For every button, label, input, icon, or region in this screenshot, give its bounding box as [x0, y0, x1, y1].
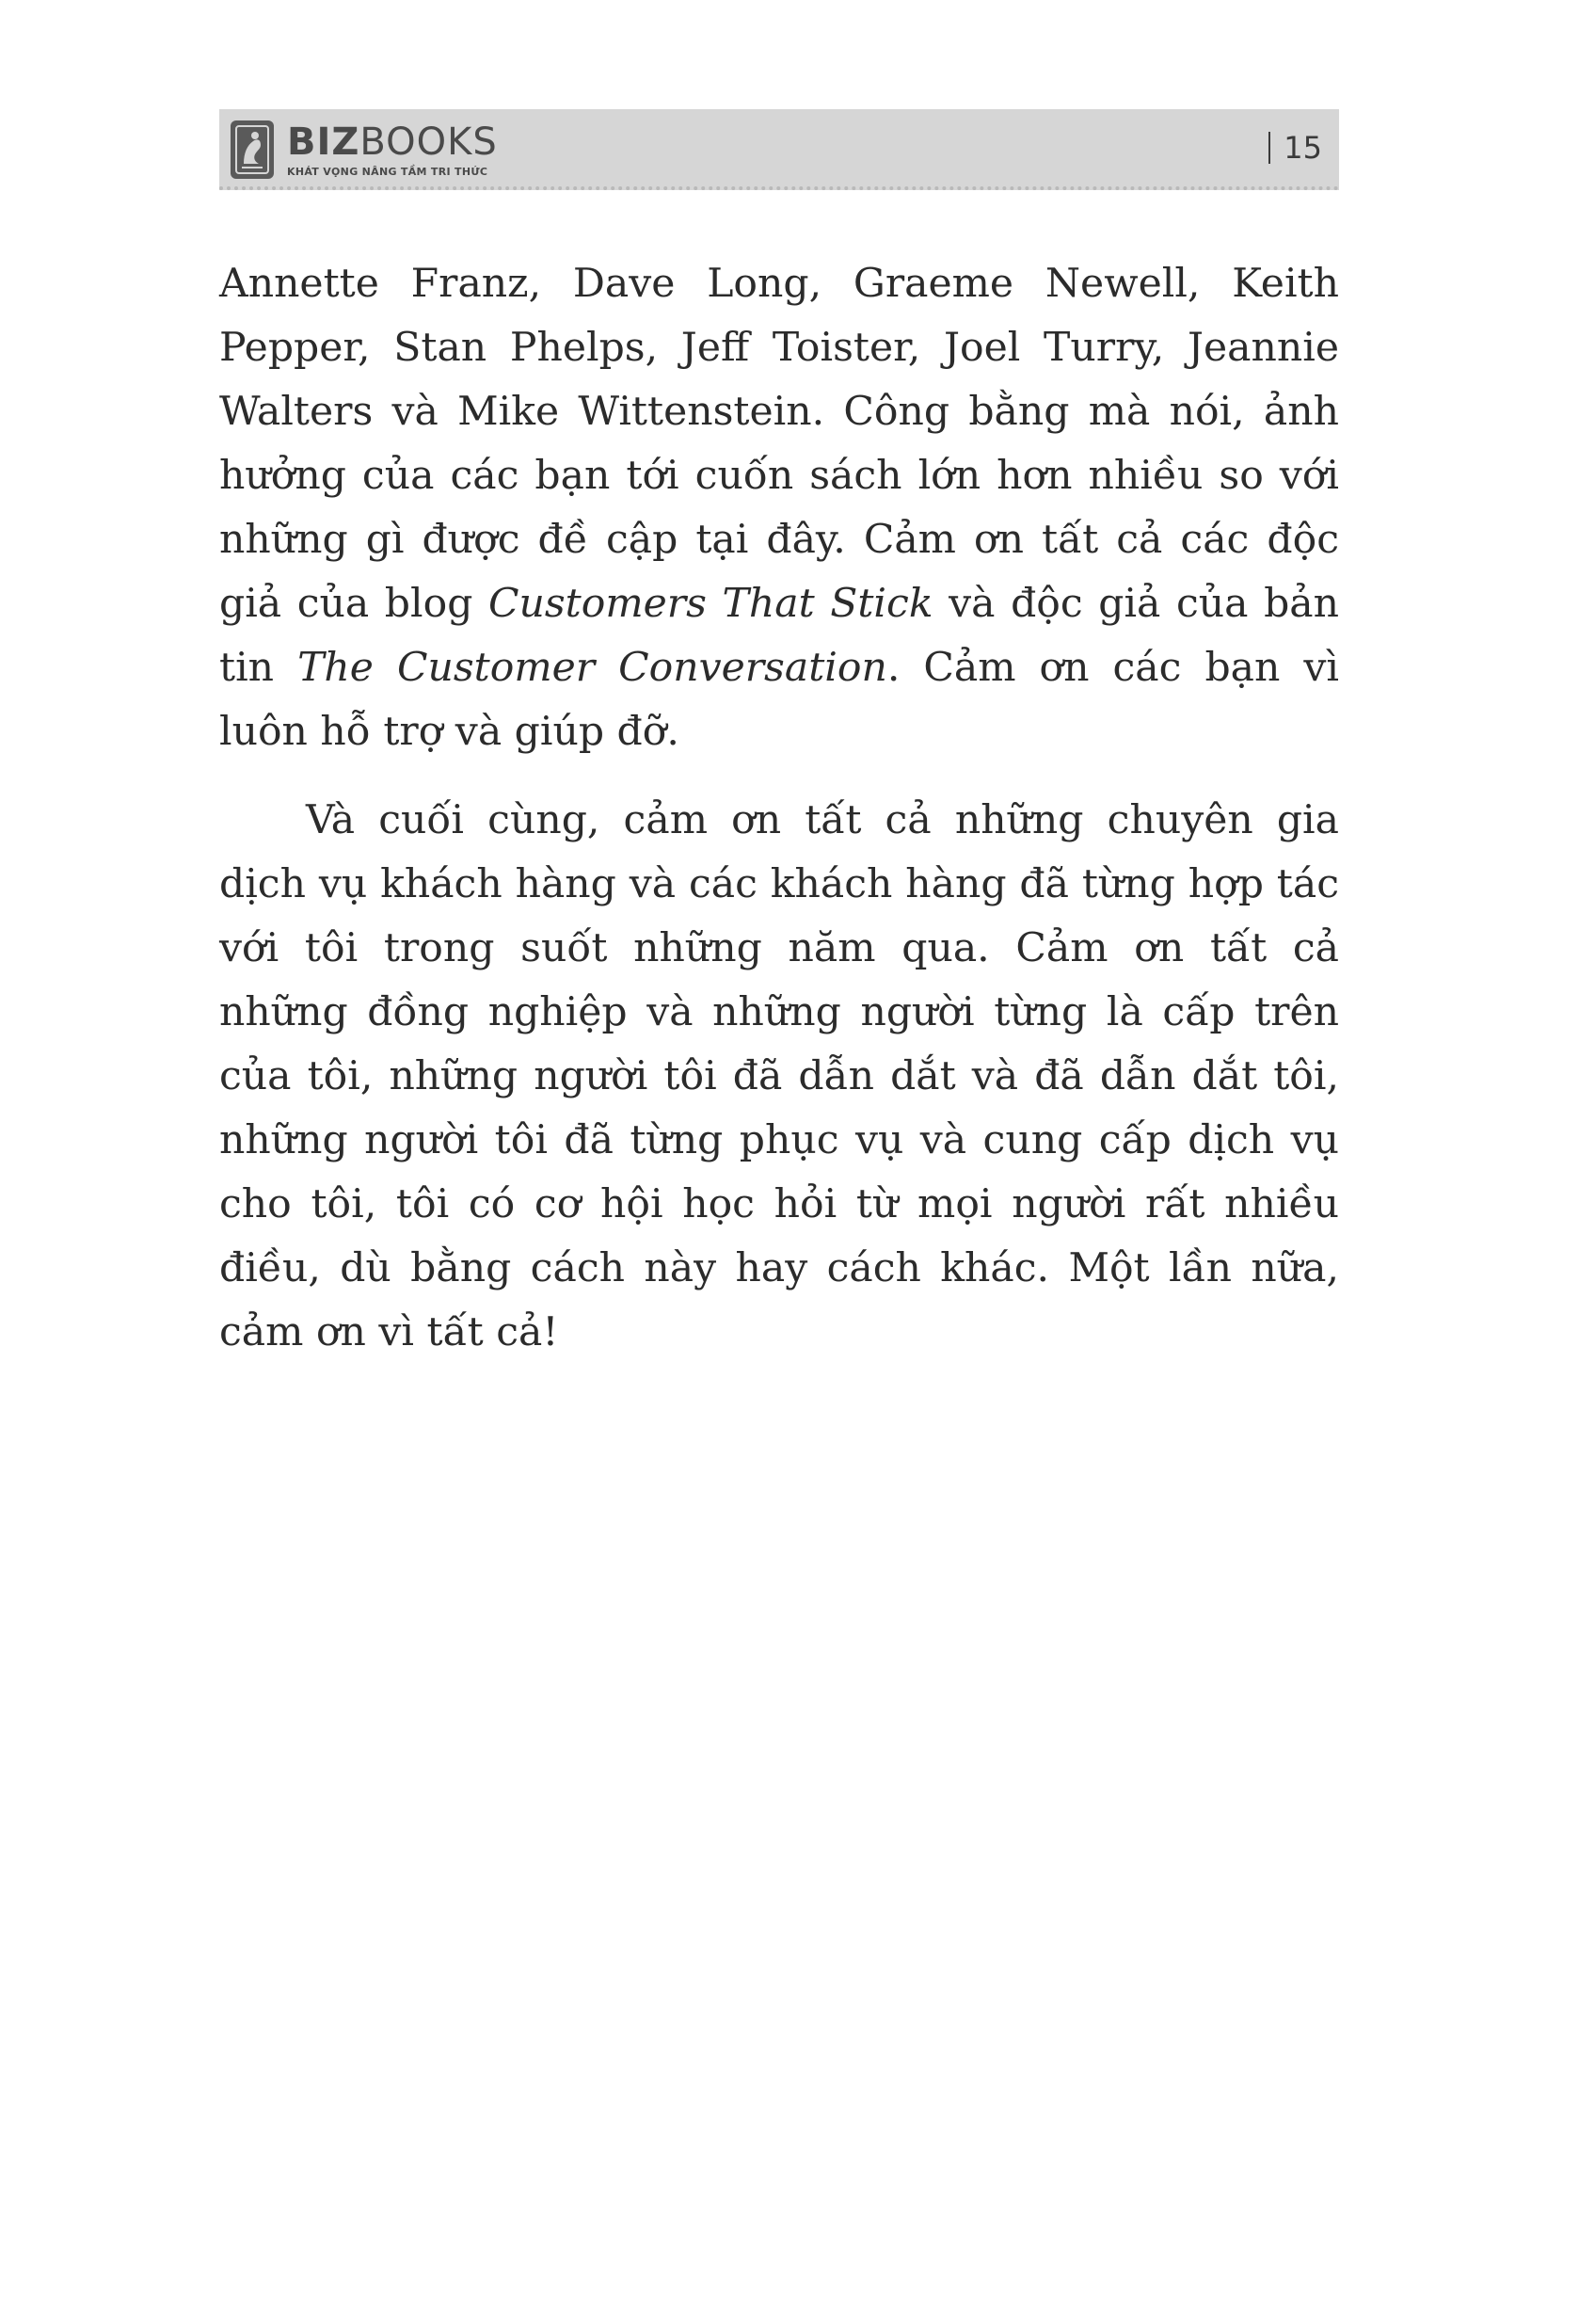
paragraph-acknowledgements-2: Và cuối cùng, cảm ơn tất cả những chuyên gia dịch vụ khách hàng và các khách hàng đã từng hợp tác với tôi trong suốt những năm qua. Cảm ơn tất cả những đồng nghiệp và những người từng là cấp trên của tôi, những người tôi đã dẫn dắt và đã dẫn dắt tôi, những người tôi đã từng phục vụ và cung cấp dịch vụ cho tôi, tôi có cơ hội học hỏi từ mọi người rất nhiều điều, dù bằng cách này hay cách khác. Một lần nữa, cảm ơn vì tất cả!	[219, 797, 1339, 1355]
logo-brand-books: BOOKS	[359, 120, 498, 164]
blog-title: Customers That Stick	[487, 581, 933, 627]
logo-emblem-icon	[231, 120, 274, 179]
logo-tagline: KHÁT VỌNG NÂNG TẦM TRI THỨC	[287, 165, 488, 178]
page-number-divider	[1268, 132, 1270, 164]
newsletter-title: The Customer Conversation	[297, 645, 887, 691]
paragraph-1-text-a: Annette Franz, Dave Long, Graeme Newell, Keith Pepper, Stan Phelps, Jeff Toister, Joel Turry, Jeannie Walters và Mike Wittenstein. Công bằng mà nói, ảnh hưởng của các bạn tới cuốn sách lớn hơn nhiều so với những gì được đề cập tại đây. Cảm ơn tất cả các độc giả của blog	[219, 261, 1339, 627]
logo-brand-biz: BIZ	[287, 120, 360, 164]
paragraph-acknowledgements-1	[219, 252, 1339, 764]
paragraph-1-text-b: và độc giả của bản tin	[219, 581, 1339, 691]
logo-brand	[287, 120, 498, 164]
page-number-value: 15	[1284, 130, 1322, 166]
body-text	[219, 252, 1339, 1365]
running-header	[219, 109, 1339, 190]
paragraph-1-text-c: . Cảm ơn các bạn vì luôn hỗ trợ và giúp đỡ.	[219, 645, 1339, 755]
page-number	[1268, 130, 1322, 166]
bizbooks-logo	[231, 117, 498, 183]
